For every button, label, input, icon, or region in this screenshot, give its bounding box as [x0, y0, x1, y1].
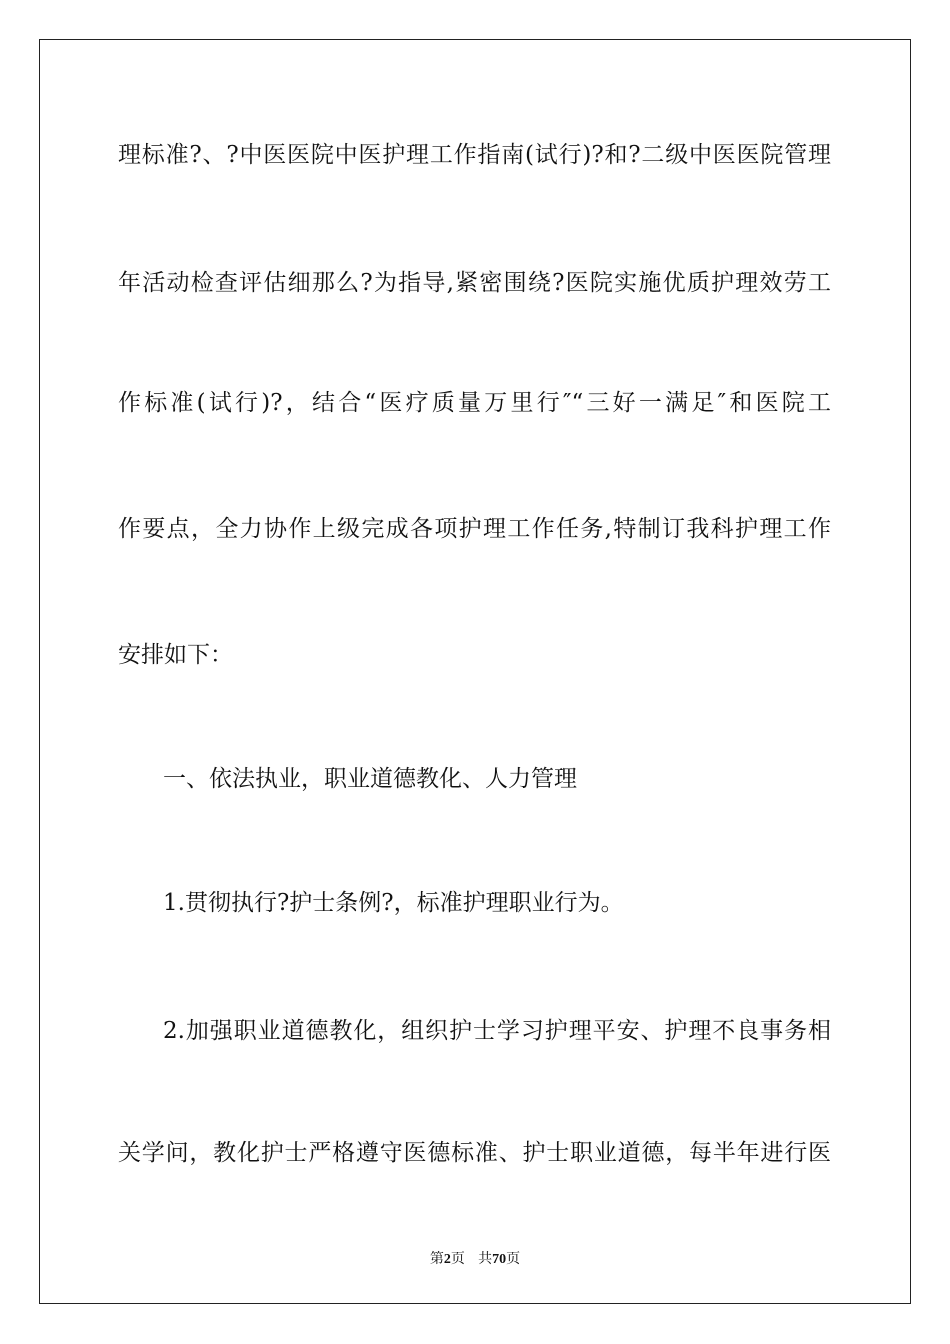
- body-line-5: 安排如下：: [118, 642, 233, 668]
- body-line-2: 年活动检查评估细那么?为指导,紧密围绕?医院实施优质护理效劳工: [118, 270, 831, 296]
- footer-total-suffix: 页: [506, 1251, 521, 1267]
- footer-page-suffix: 页: [450, 1251, 465, 1267]
- page-border: [39, 39, 911, 1304]
- body-line-4: 作要点，全力协作上级完成各项护理工作任务,特制订我科护理工作: [118, 516, 831, 542]
- list-item-2: 2.加强职业道德教化，组织护士学习护理平安、护理不良事务相: [163, 1018, 831, 1044]
- body-line-3: 作标准(试行)?，结合“医疗质量万里行″“三好一满足″和医院工: [118, 390, 831, 416]
- body-line-1: 理标准?、?中医医院中医护理工作指南(试行)?和?二级中医医院管理: [118, 142, 831, 168]
- footer-total-prefix: 共: [478, 1251, 493, 1267]
- page-footer: [0, 1248, 950, 1268]
- footer-page-number: 2: [443, 1252, 451, 1267]
- list-item-1: 1.贯彻执行?护士条例?，标准护理职业行为。: [163, 890, 624, 916]
- footer-total-number: 70: [492, 1252, 507, 1267]
- footer-page-prefix: 第: [429, 1251, 444, 1267]
- body-line-9: 关学问，教化护士严格遵守医德标准、护士职业道德，每半年进行医: [118, 1140, 831, 1166]
- section-heading: 一、依法执业，职业道德教化、人力管理: [163, 766, 577, 792]
